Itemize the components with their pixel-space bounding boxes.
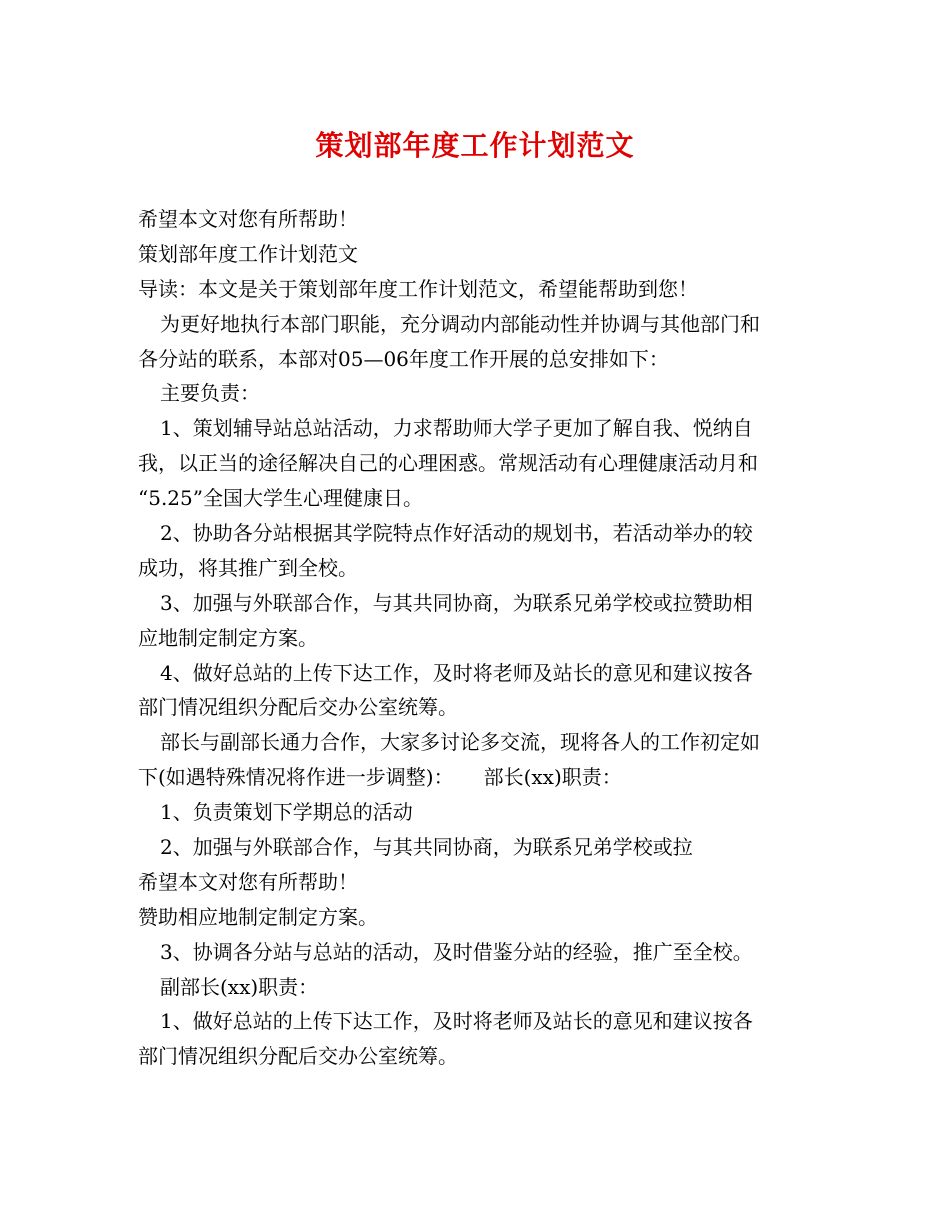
body-line: 应地制定制定方案。 [138, 625, 318, 650]
body-line: 4、做好总站的上传下达工作，及时将老师及站长的意见和建议按各 [160, 660, 753, 685]
body-line: 部门情况组织分配后交办公室统筹。 [138, 695, 458, 720]
body-line: “5.25”全国大学生心理健康日。 [138, 486, 423, 511]
body-line: 策划部年度工作计划范文 [138, 241, 358, 266]
body-line: 3、加强与外联部合作，与其共同协商，为联系兄弟学校或拉赞助相 [160, 590, 753, 615]
document-body [138, 202, 818, 1074]
document-title: 策划部年度工作计划范文 [315, 129, 635, 162]
body-line: 1、做好总站的上传下达工作，及时将老师及站长的意见和建议按各 [160, 1009, 753, 1034]
body-line: 我，以正当的途径解决自己的心理困惑。常规活动有心理健康活动月和 [138, 451, 758, 476]
body-line: 副部长(xx)职责： [160, 974, 319, 999]
body-line: 部门情况组织分配后交办公室统筹。 [138, 1044, 458, 1069]
body-line: 赞助相应地制定制定方案。 [138, 904, 378, 929]
body-line: 1、策划辅导站总站活动，力求帮助师大学子更加了解自我、悦纳自 [160, 416, 753, 441]
body-line: 部长与副部长通力合作，大家多讨论多交流，现将各人的工作初定如 [160, 730, 760, 755]
body-line: 1、负责策划下学期总的活动 [160, 800, 413, 825]
body-line: 成功，将其推广到全校。 [138, 555, 358, 580]
body-line: 3、协调各分站与总站的活动，及时借鉴分站的经验，推广至全校。 [160, 939, 753, 964]
body-line: 下(如遇特殊情况将作进一步调整)： 部长(xx)职责： [138, 765, 622, 790]
body-line: 希望本文对您有所帮助！ [138, 869, 358, 894]
body-line: 各分站的联系，本部对05—06年度工作开展的总安排如下： [138, 346, 669, 371]
body-line: 为更好地执行本部门职能，充分调动内部能动性并协调与其他部门和 [160, 311, 760, 336]
body-line: 2、加强与外联部合作，与其共同协商，为联系兄弟学校或拉 [160, 835, 693, 860]
body-line: 导读：本文是关于策划部年度工作计划范文，希望能帮助到您！ [138, 276, 698, 301]
body-line: 2、协助各分站根据其学院特点作好活动的规划书，若活动举办的较 [160, 521, 753, 546]
body-line: 希望本文对您有所帮助！ [138, 207, 358, 231]
body-line: 主要负责： [160, 381, 260, 406]
